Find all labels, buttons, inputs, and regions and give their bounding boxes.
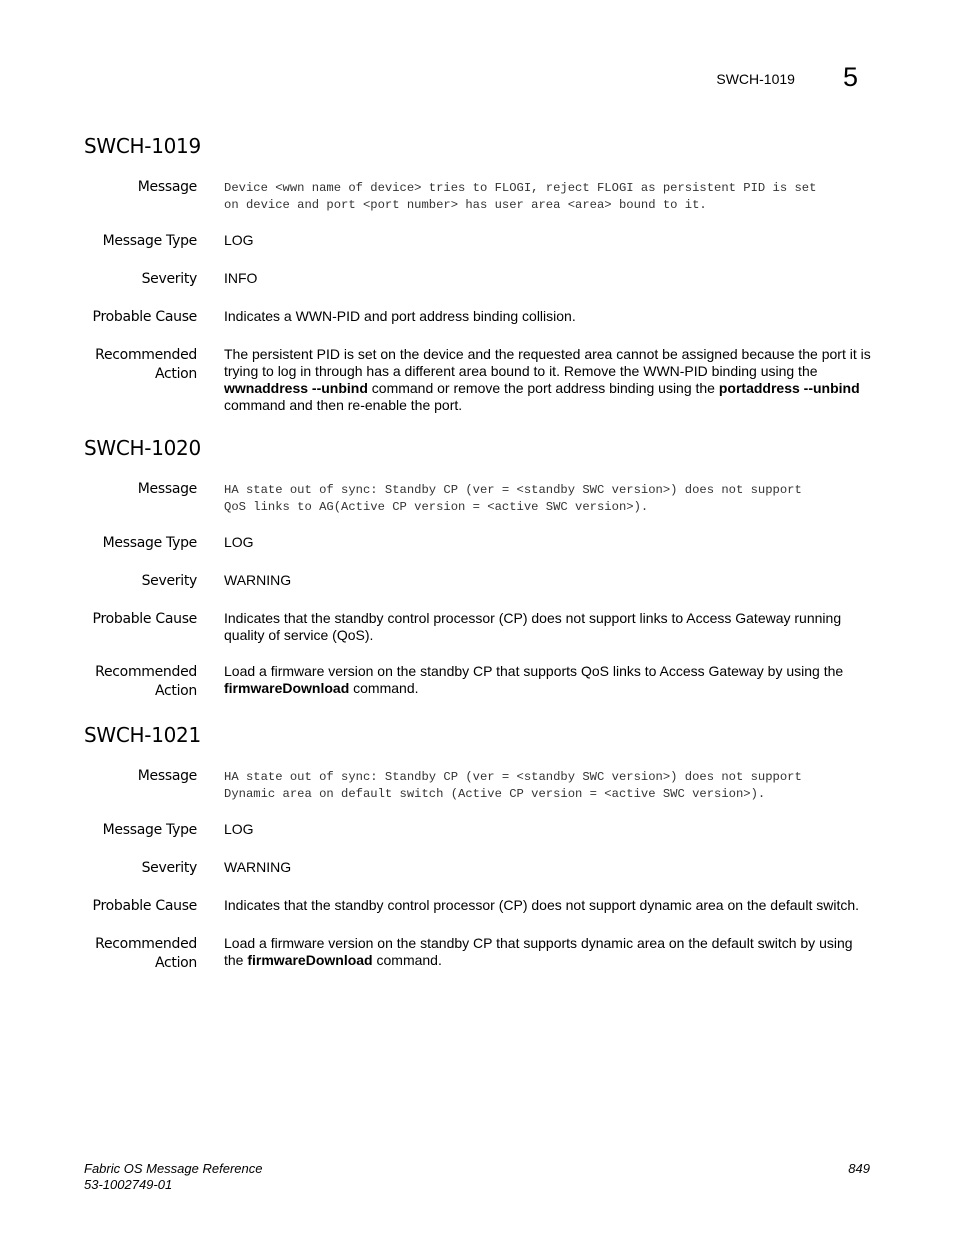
severity-label: Severity	[141, 860, 197, 876]
severity-row	[84, 859, 874, 878]
chapter-number: 5	[842, 62, 858, 92]
message-row	[84, 480, 874, 515]
message-label: Message	[137, 768, 197, 784]
recommended-action-value	[224, 663, 874, 701]
label-line: Recommended	[95, 936, 197, 952]
message-heading: SWCH-1021	[84, 723, 201, 747]
label-line: Recommended	[95, 664, 197, 680]
severity-label: Severity	[141, 271, 197, 287]
message-type-label: Message Type	[102, 535, 197, 551]
message-row	[84, 178, 874, 213]
action-text: command or remove the port address binding using the	[367, 380, 719, 396]
recommended-action-row	[84, 935, 874, 973]
severity-value: WARNING	[224, 859, 292, 875]
message-label: Message	[137, 179, 197, 195]
message-type-row	[84, 534, 874, 553]
recommended-action-label	[84, 935, 197, 973]
message-type-value: LOG	[224, 534, 254, 550]
action-text: The persistent PID is set on the device and the requested area cannot be assigned because the port it is trying to log in through has a different area bound to it. Remove the WWN-PID binding using the	[224, 346, 871, 379]
message-entry-swch-1019	[84, 134, 874, 414]
probable-cause-value: Indicates that the standby control processor (CP) does not support links to Access Gateway running quality of service (QoS).	[224, 610, 842, 643]
message-type-label: Message Type	[102, 822, 197, 838]
footer-doc-number: 53-1002749-01	[84, 1177, 173, 1192]
message-text	[224, 178, 874, 213]
probable-cause-row	[84, 610, 874, 644]
action-text: command.	[372, 952, 442, 968]
label-line: Action	[154, 955, 197, 971]
message-type-label: Message Type	[102, 233, 197, 249]
message-line: Dynamic area on default switch (Active CP version = <active SWC version>).	[224, 786, 766, 801]
severity-value: WARNING	[224, 572, 292, 588]
label-line: Recommended	[95, 347, 197, 363]
page-footer	[84, 1161, 870, 1193]
probable-cause-label: Probable Cause	[92, 898, 197, 914]
message-line: HA state out of sync: Standby CP (ver = <standby SWC version>) does not support	[224, 483, 802, 497]
probable-cause-row	[84, 897, 874, 916]
recommended-action-value	[224, 346, 874, 414]
probable-cause-row	[84, 308, 874, 327]
label-line: Action	[154, 366, 197, 382]
probable-cause-label: Probable Cause	[92, 309, 197, 325]
message-row	[84, 767, 874, 802]
action-text: Load a firmware version on the standby CP that supports dynamic area on the default switch by using the	[224, 935, 853, 968]
message-line: on device and port <port number> has user area <area> bound to it.	[224, 197, 707, 212]
action-text: command.	[349, 680, 419, 696]
severity-label: Severity	[141, 573, 197, 589]
recommended-action-row	[84, 346, 874, 414]
message-type-row	[84, 821, 874, 840]
message-text	[224, 480, 874, 515]
probable-cause-label: Probable Cause	[92, 611, 197, 627]
running-header	[716, 64, 858, 91]
footer-doc-title: Fabric OS Message Reference	[84, 1161, 263, 1176]
message-entry-swch-1020	[84, 436, 874, 701]
command-name: wwnaddress --unbind	[224, 380, 368, 396]
message-type-value: LOG	[224, 232, 254, 248]
message-type-row	[84, 232, 874, 251]
message-text	[224, 767, 874, 802]
document-body	[84, 134, 874, 995]
message-line: QoS links to AG(Active CP version = <active SWC version>).	[224, 499, 649, 514]
message-entry-swch-1021	[84, 723, 874, 973]
recommended-action-value	[224, 935, 874, 973]
command-name: firmwareDownload	[247, 952, 373, 968]
message-label: Message	[137, 481, 197, 497]
severity-value: INFO	[224, 270, 258, 286]
header-topic: SWCH-1019	[716, 71, 795, 87]
message-heading: SWCH-1019	[84, 134, 201, 158]
probable-cause-value: Indicates that the standby control processor (CP) does not support dynamic area on the default switch.	[224, 897, 860, 913]
command-name: portaddress --unbind	[718, 380, 860, 396]
message-heading: SWCH-1020	[84, 436, 201, 460]
message-line: HA state out of sync: Standby CP (ver = <standby SWC version>) does not support	[224, 770, 802, 784]
label-line: Action	[154, 683, 197, 699]
severity-row	[84, 572, 874, 591]
page-number: 849	[848, 1161, 870, 1176]
recommended-action-row	[84, 663, 874, 701]
message-type-value: LOG	[224, 821, 254, 837]
probable-cause-value: Indicates a WWN-PID and port address binding collision.	[224, 308, 576, 324]
command-name: firmwareDownload	[224, 680, 350, 696]
action-text: Load a firmware version on the standby CP that supports QoS links to Access Gateway by using the	[224, 663, 844, 679]
action-text: command and then re-enable the port.	[224, 397, 463, 413]
message-line: Device <wwn name of device> tries to FLOGI, reject FLOGI as persistent PID is set	[224, 181, 817, 195]
recommended-action-label	[84, 346, 197, 414]
recommended-action-label	[84, 663, 197, 701]
severity-row	[84, 270, 874, 289]
